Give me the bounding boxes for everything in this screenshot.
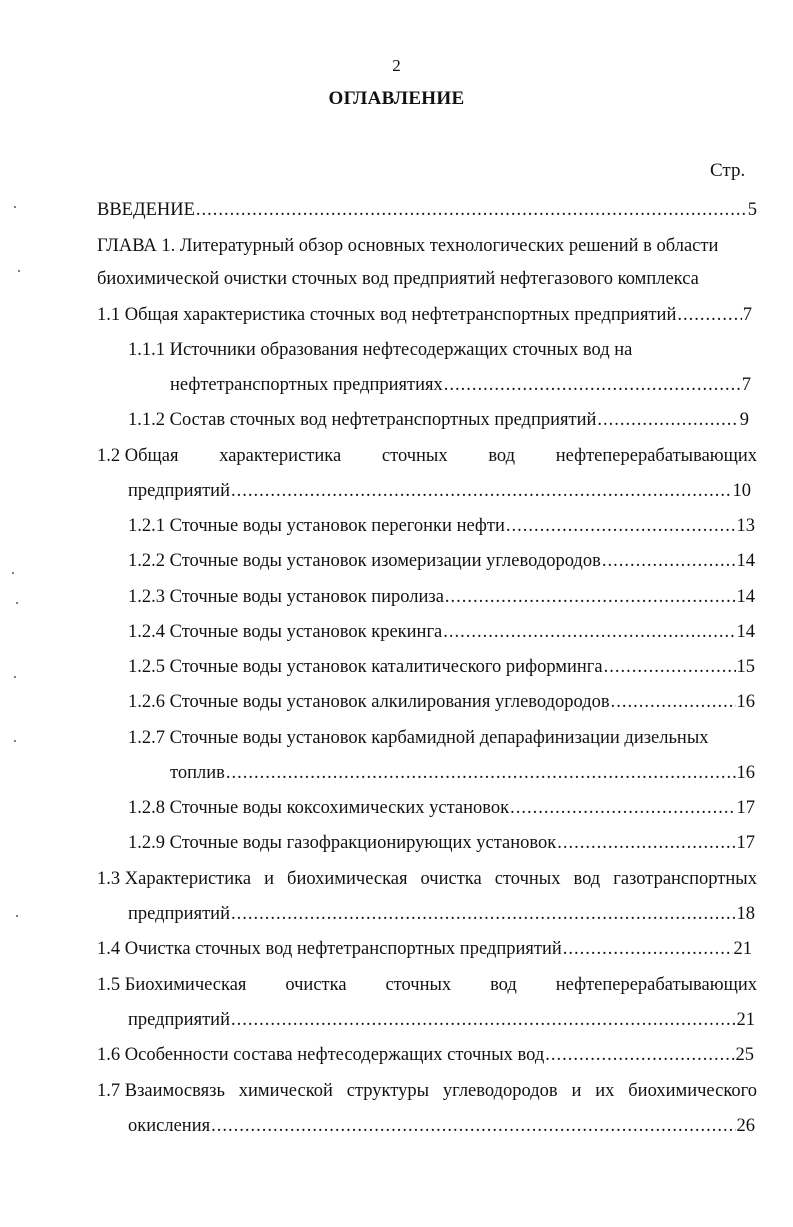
leader-dots	[231, 902, 736, 926]
word: и	[571, 1081, 582, 1101]
toc-entry-page: 7	[741, 375, 751, 395]
word: химической	[238, 1081, 333, 1101]
toc-entry-page: 14	[736, 622, 755, 642]
toc-entry-title: предприятий	[128, 904, 230, 924]
toc-entry-1-2-5	[128, 655, 755, 679]
toc-entry-1-1-1-line-1: 1.1.1 Источники образования нефтесодержащих сточных вод на	[128, 340, 633, 360]
leader-dots	[231, 479, 732, 503]
toc-entry-page: 25	[735, 1045, 754, 1065]
word: 1.7 Взаимосвязь	[97, 1081, 225, 1101]
leader-dots	[231, 1008, 736, 1032]
scan-speck	[14, 740, 16, 742]
word: их	[595, 1081, 615, 1101]
word: очистка	[285, 975, 347, 995]
word: газотранспортных	[613, 869, 757, 889]
toc-entry-page: 17	[736, 798, 755, 818]
scan-speck	[14, 206, 16, 208]
toc-entry-title: 1.2.3 Сточные воды установок пиролиза	[128, 587, 444, 607]
toc-entry-page: 5	[747, 200, 757, 220]
leader-dots	[563, 937, 733, 961]
toc-chapter-1-line-2: биохимической очистки сточных вод предприятий нефтегазового комплекса	[97, 269, 699, 289]
word: биохимическая	[287, 869, 408, 889]
toc-entry-1-6	[97, 1043, 754, 1067]
word: сточных	[385, 975, 452, 995]
toc-entry-title: 1.2.1 Сточные воды установок перегонки нефти	[128, 516, 505, 536]
leader-dots	[211, 1114, 735, 1138]
toc-entry-title: 1.2.8 Сточные воды коксохимических установок	[128, 798, 510, 818]
word: биохимического	[628, 1081, 757, 1101]
word: углеводородов	[442, 1081, 558, 1101]
toc-entry-1-2-9	[128, 831, 755, 855]
toc-entry-page: 21	[736, 1010, 755, 1030]
word: структуры	[346, 1081, 430, 1101]
toc-entry-title: 1.2.2 Сточные воды установок изомеризации углеводородов	[128, 551, 601, 571]
toc-entry-title: нефтетранспортных предприятиях	[170, 375, 443, 395]
word: 1.5 Биохимическая	[97, 975, 247, 995]
toc-entry-title: 1.2.9 Сточные воды газофракционирующих установок	[128, 833, 557, 853]
toc-entry-1-2-7	[170, 761, 755, 785]
toc-entry-page: 17	[736, 833, 755, 853]
toc-entry-page: 26	[736, 1116, 755, 1136]
scan-speck	[16, 602, 18, 604]
toc-entry-1-2-6	[128, 690, 755, 714]
toc-chapter-1-line-1: ГЛАВА 1. Литературный обзор основных технологических решений в области	[97, 236, 719, 256]
word: нефтеперерабатывающих	[555, 446, 757, 466]
toc-entry-1-2	[128, 479, 751, 503]
toc-entry-1-4	[97, 937, 752, 961]
toc-entry-1-1	[97, 303, 752, 327]
toc-entry-page: 14	[736, 551, 755, 571]
toc-entry-1-1-2	[128, 408, 749, 432]
word: 1.3 Характеристика	[97, 869, 252, 889]
toc-entry-page: 14	[736, 587, 755, 607]
leader-dots	[443, 620, 735, 644]
toc-entry-1-7	[128, 1114, 755, 1138]
leader-dots	[510, 796, 735, 820]
toc-entry-title: ВВЕДЕНИЕ	[97, 200, 195, 220]
scan-speck	[12, 572, 14, 574]
leader-dots	[597, 408, 738, 432]
leader-dots	[611, 690, 736, 714]
toc-entry-1-5	[128, 1008, 755, 1032]
toc-entry-page: 16	[736, 763, 755, 783]
toc-entry-1-7-line-1	[97, 1079, 757, 1103]
toc-entry-page: 21	[733, 939, 752, 959]
word: нефтеперерабатывающих	[555, 975, 757, 995]
toc-entry-1-2-8	[128, 796, 755, 820]
leader-dots	[677, 303, 741, 327]
toc-entry-1-2-3	[128, 585, 755, 609]
toc-entry-title: 1.2.5 Сточные воды установок каталитического риформинга	[128, 657, 603, 677]
word: вод	[488, 446, 516, 466]
word: вод	[490, 975, 517, 995]
toc-entry-page: 16	[736, 692, 755, 712]
toc-entry-page: 18	[736, 904, 755, 924]
toc-entry-title: 1.2.4 Сточные воды установок крекинга	[128, 622, 443, 642]
toc-entry-title: 1.1 Общая характеристика сточных вод нефтетранспортных предприятий	[97, 305, 677, 325]
toc-entry-title: предприятий	[128, 1010, 230, 1030]
toc-entry-page: 15	[736, 657, 755, 677]
toc-entry-page: 13	[736, 516, 755, 536]
word: и	[264, 869, 275, 889]
toc-entry-1-2-2	[128, 549, 755, 573]
scan-speck	[14, 676, 16, 678]
toc-entry-intro	[97, 198, 757, 222]
scan-speck	[18, 270, 20, 272]
page-title: ОГЛАВЛЕНИЕ	[328, 88, 465, 109]
toc-entry-page: 10	[732, 481, 751, 501]
scan-speck	[16, 915, 18, 917]
toc-entry-title: предприятий	[128, 481, 230, 501]
toc-entry-1-3-line-1	[97, 867, 757, 891]
word: вод	[573, 869, 601, 889]
toc-entry-title: 1.4 Очистка сточных вод нефтетранспортных предприятий	[97, 939, 562, 959]
toc-entry-page: 9	[739, 410, 749, 430]
toc-entry-1-3	[128, 902, 755, 926]
toc-entry-1-2-4	[128, 620, 755, 644]
toc-entry-1-1-1	[170, 373, 751, 397]
leader-dots	[602, 549, 736, 573]
leader-dots	[557, 831, 735, 855]
word: характеристика	[219, 446, 342, 466]
leader-dots	[545, 1043, 734, 1067]
leader-dots	[506, 514, 736, 538]
toc-entry-title: топлив	[170, 763, 225, 783]
toc-entry-title: 1.2.6 Сточные воды установок алкилирования углеводородов	[128, 692, 610, 712]
leader-dots	[196, 198, 747, 222]
toc-entry-title: 1.6 Особенности состава нефтесодержащих сточных вод	[97, 1045, 545, 1065]
toc-entry-1-2-7-line-1: 1.2.7 Сточные воды установок карбамидной депарафинизации дизельных	[128, 728, 709, 748]
word: очистка	[420, 869, 482, 889]
leader-dots	[226, 761, 736, 785]
page-column-label: Стр.	[710, 160, 746, 181]
toc-entry-page: 7	[742, 305, 752, 325]
toc-entry-1-2-line-1	[97, 444, 757, 468]
toc-entry-title: окисления	[128, 1116, 211, 1136]
word: сточных	[381, 446, 448, 466]
page-number: 2	[392, 56, 401, 75]
leader-dots	[604, 655, 736, 679]
toc-entry-1-2-1	[128, 514, 755, 538]
leader-dots	[445, 585, 736, 609]
leader-dots	[444, 373, 741, 397]
word: сточных	[494, 869, 561, 889]
toc-entry-1-5-line-1	[97, 973, 757, 997]
word: 1.2 Общая	[97, 446, 179, 466]
toc-entry-title: 1.1.2 Состав сточных вод нефтетранспортных предприятий	[128, 410, 597, 430]
